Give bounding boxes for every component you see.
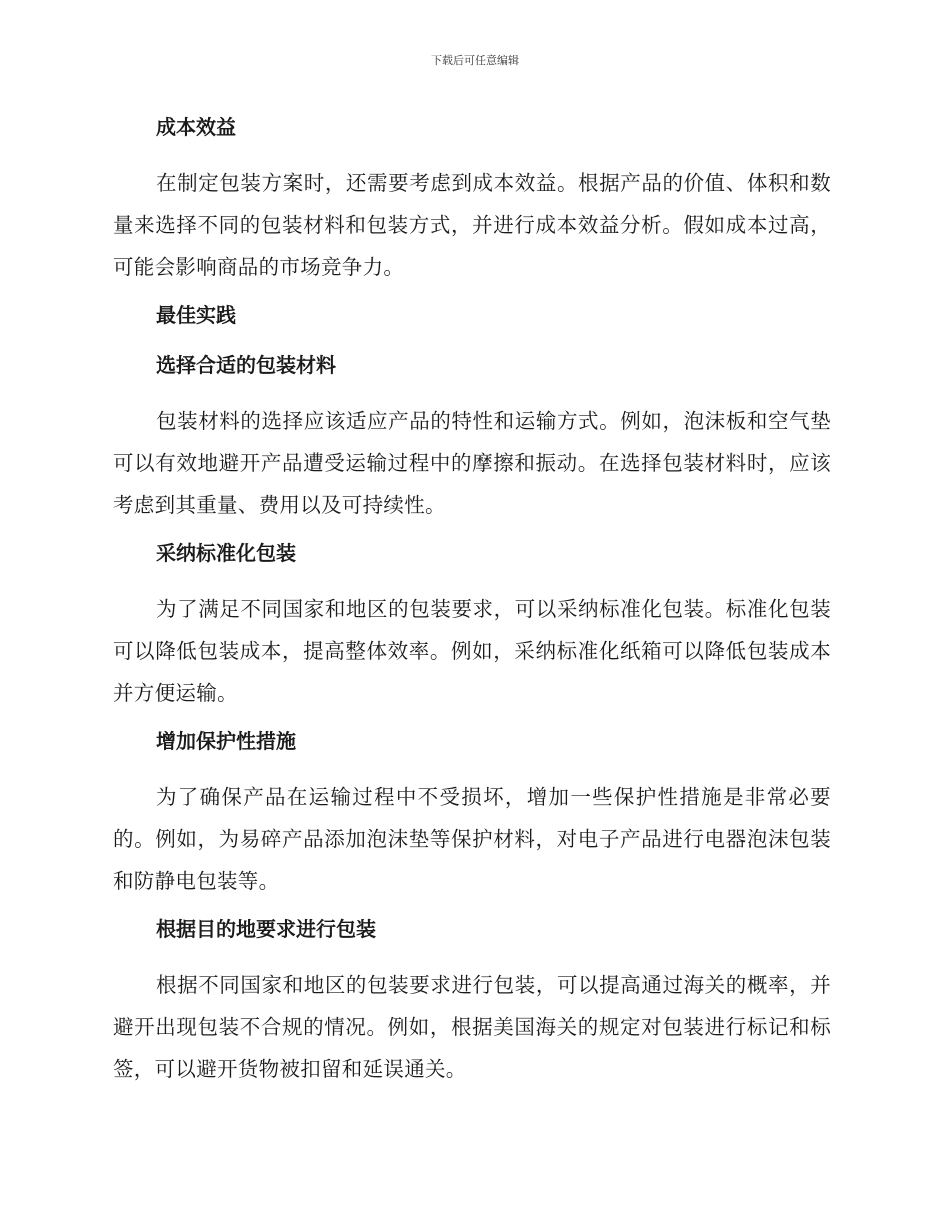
section-paragraph-cost-benefit: 在制定包装方案时，还需要考虑到成本效益。根据产品的价值、体积和数量来选择不同的包装材料和包装方式，并进行成本效益分析。假如成本过高，可能会影响商品的市场竞争力。	[113, 171, 831, 279]
section-heading-destination-requirements: 根据目的地要求进行包装	[156, 917, 376, 941]
section-heading-standardized-packaging: 采纳标准化包装	[156, 541, 296, 565]
page-header-note: 下载后可任意编辑	[431, 54, 519, 67]
section-heading-packaging-materials: 选择合适的包装材料	[156, 353, 336, 377]
section-paragraph-destination-requirements: 根据不同国家和地区的包装要求进行包装，可以提高通过海关的概率，并避开出现包装不合规的情况。例如，根据美国海关的规定对包装进行标记和标签，可以避开货物被扣留和延误通关。	[113, 973, 831, 1081]
section-paragraph-protective-measures: 为了确保产品在运输过程中不受损坏，增加一些保护性措施是非常必要的。例如，为易碎产品添加泡沫垫等保护材料，对电子产品进行电器泡沫包装和防静电包装等。	[113, 785, 831, 893]
section-heading-cost-benefit: 成本效益	[156, 115, 236, 139]
section-heading-best-practices: 最佳实践	[156, 303, 236, 327]
section-paragraph-standardized-packaging: 为了满足不同国家和地区的包装要求，可以采纳标准化包装。标准化包装可以降低包装成本，提高整体效率。例如，采纳标准化纸箱可以降低包装成本并方便运输。	[113, 597, 831, 705]
section-paragraph-packaging-materials: 包装材料的选择应该适应产品的特性和运输方式。例如，泡沫板和空气垫可以有效地避开产品遭受运输过程中的摩擦和振动。在选择包装材料时，应该考虑到其重量、费用以及可持续性。	[113, 409, 831, 517]
document-body	[113, 112, 831, 1102]
section-heading-protective-measures: 增加保护性措施	[156, 729, 296, 753]
